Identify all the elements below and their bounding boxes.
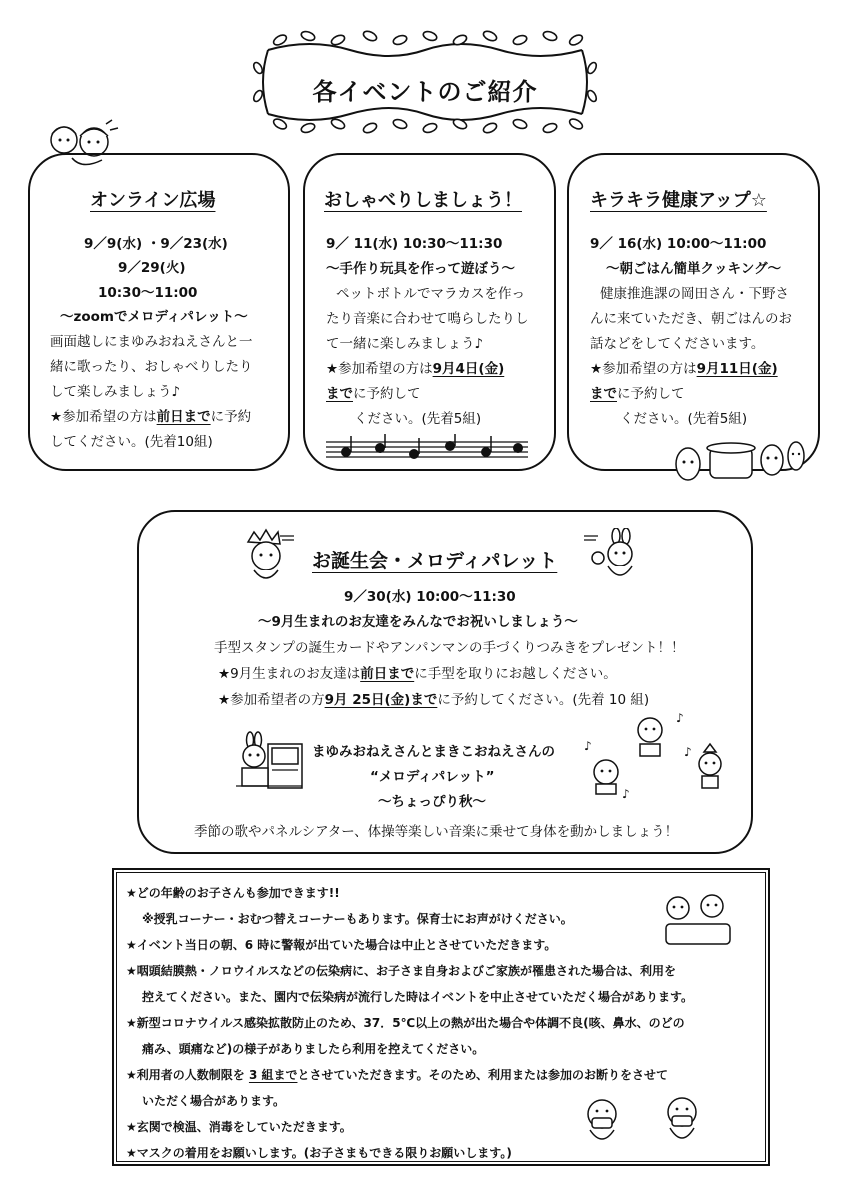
melody-name: “メロディパレット” — [370, 769, 495, 785]
event-apply-note: ★参加希望の方は9月11日(金) — [590, 361, 778, 377]
event-apply-note: までに予約して — [326, 386, 421, 402]
event-apply-note: ★参加希望の方は9月4日(金) — [326, 361, 505, 377]
svg-text:♪: ♪ — [622, 787, 630, 800]
event-subtitle: ～9月生まれのお友達をみんなでお祝いしましょう～ — [258, 614, 578, 630]
event-apply-note: ください。(先着5組) — [354, 411, 482, 427]
children-playing-icon — [660, 890, 736, 950]
event-title-birthday: お誕生会・メロディパレット — [312, 550, 558, 572]
melody-description: 季節の歌やパネルシアター、体操等楽しい音楽に乗せて身体を動かしましょう！ — [194, 824, 679, 840]
notice-item: ★新型コロナウイルス感染拡散防止のため、37．5℃以上の熱が出た場合や体調不良(咳、鼻水、のどの — [126, 1016, 685, 1030]
event-description: ペットボトルでマラカスを作っ — [336, 286, 525, 302]
notice-item: ※授乳コーナー・おむつ替えコーナーもあります。保育士にお声がけください。 — [142, 912, 573, 926]
event-description: んに来ていただき、朝ごはんのお — [590, 311, 792, 327]
crowned-child-icon — [236, 528, 296, 586]
deadline-suffix: まで — [326, 386, 353, 402]
music-notes-icon — [322, 432, 532, 466]
event-subtitle: ～朝ごはん簡単クッキング～ — [606, 261, 782, 277]
event-datetime: 9／ 11(水) 10:30～11:30 — [326, 236, 503, 252]
notice-item: ★イベント当日の朝、6 時に警報が出ていた場合は中止とさせていただきます。 — [126, 938, 557, 952]
notice-item: いただく場合があります。 — [142, 1094, 286, 1108]
event-date: 9／9(水) ・9／23(水) — [84, 236, 228, 252]
notice-item: 痛み、頭痛など)の様子がありましたら利用を控えてください。 — [142, 1042, 485, 1056]
notice-item: ★どの年齢のお子さんも参加できます!! — [126, 886, 340, 900]
event-title-chat: おしゃべりしましょう！ — [324, 190, 522, 211]
svg-text:♪: ♪ — [676, 711, 684, 725]
cooking-vegetables-icon — [660, 424, 810, 484]
rabbit-piano-icon — [228, 730, 308, 800]
event-description: たり音楽に合わせて鳴らしたりし — [326, 311, 529, 327]
event-description: 緒に歌ったり、おしゃべりしたり — [50, 359, 253, 375]
event-description: して楽しみましょう♪ — [50, 384, 181, 400]
event-description: 画面越しにまゆみおねえさんと一 — [50, 334, 253, 350]
dancing-animals-icon — [584, 710, 734, 800]
event-time: 10:30～11:00 — [98, 285, 198, 301]
notice-item: 控えてください。また、園内で伝染病が流行した時はイベントを中止させていただく場合があります。 — [142, 990, 694, 1004]
event-datetime: 9／30(水) 10:00～11:30 — [344, 589, 516, 605]
children-masks-icon — [574, 1090, 714, 1150]
notice-item: ★玄関で検温、消毒をしていただきます。 — [126, 1120, 352, 1134]
deadline-suffix: まで — [590, 386, 617, 402]
event-description: 健康推進課の岡田さん・下野さ — [600, 286, 789, 302]
event-note: ★参加希望者の方9月 25日(金)までに予約してください。(先着 10 組) — [218, 692, 650, 708]
event-description: 手型スタンプの誕生カードやアンパンマンの手づくりつみきをプレゼント！！ — [214, 640, 685, 656]
melody-title: まゆみおねえさんとまきこおねえさんの — [312, 744, 555, 760]
page-title: 各イベントのご紹介 — [312, 78, 538, 106]
deadline: 前日まで — [360, 666, 415, 682]
event-subtitle: ～zoomでメロディパレット～ — [60, 309, 248, 325]
event-description: 話などをしてくださいます。 — [590, 336, 765, 352]
rabbit-with-flower-icon — [582, 528, 642, 586]
event-subtitle: ～手作り玩具を作って遊ぼう～ — [326, 261, 515, 277]
notice-item: ★咽頭結膜熱・ノロウイルスなどの伝染病に、お子さま自身およびご家族が罹患された場合は、利用を — [126, 964, 677, 978]
deadline: 9月4日(金) — [432, 361, 505, 377]
event-date: 9／29(火) — [118, 260, 186, 276]
event-note: ★9月生まれのお友達は前日までに手型を取りにお越しください。 — [218, 666, 617, 682]
event-description: て一緒に楽しみましょう♪ — [326, 336, 484, 352]
notice-item: ★マスクの着用をお願いします。(お子さまもできる限りお願いします。) — [126, 1146, 512, 1160]
svg-text:♪: ♪ — [584, 739, 592, 753]
deadline: 9月11日(金) — [696, 361, 778, 377]
event-apply-note: ください。(先着5組) — [620, 411, 748, 427]
notice-item: ★利用者の人数制限を 3 組までとさせていただきます。そのため、利用または参加のお断りをさせて — [126, 1068, 669, 1082]
svg-text:♪: ♪ — [684, 745, 692, 759]
event-datetime: 9／ 16(水) 10:00～11:00 — [590, 236, 767, 252]
event-apply-note: までに予約して — [590, 386, 685, 402]
limit: 3 組まで — [248, 1068, 298, 1082]
deadline: 前日まで — [156, 409, 211, 425]
event-title-online: オンライン広場 — [90, 190, 216, 211]
event-apply-note: ★参加希望の方は前日までに予約 — [50, 409, 252, 425]
event-apply-note: してください。(先着10組) — [50, 434, 213, 450]
deadline: 9月 25日(金)まで — [324, 692, 438, 708]
event-title-health: キラキラ健康アップ☆ — [590, 190, 767, 211]
melody-subtitle: ～ちょっぴり秋～ — [378, 794, 486, 810]
